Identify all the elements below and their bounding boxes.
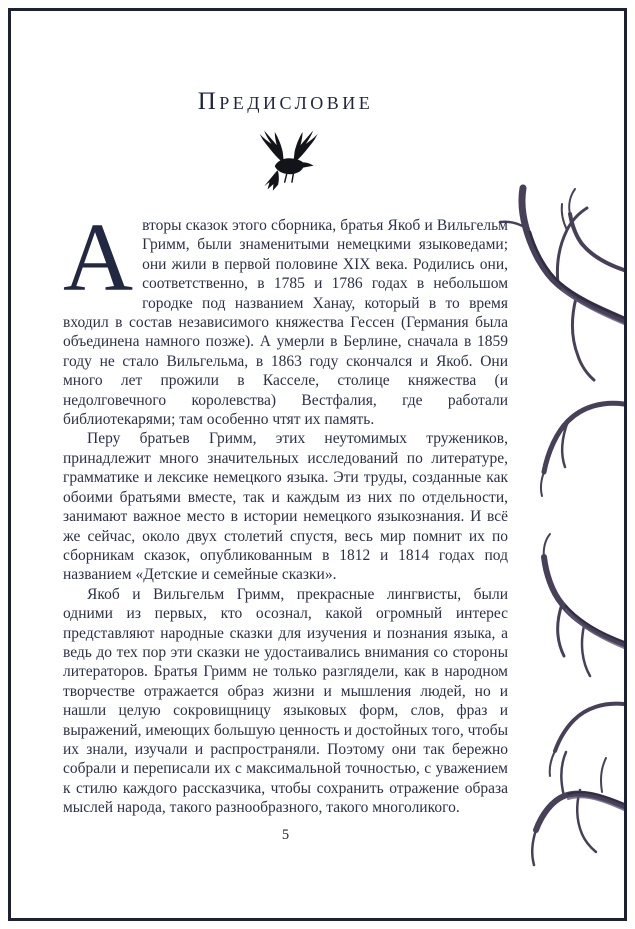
paragraph-1-text: вторы сказок этого сборника, братья Якоб и Вильгельм Гримм, были знаменитыми немецкими языковедами; они жили в первой половине XIX века. Родились они, соответственно, в 1785 и 1786 годах в небольшом городке под названием Ханау, который в то время входил в состав независимого княжества Гессен (Германия была объединена намного позже). А умерли в Берлине, сначала в 1859 году не стало Вильгельма, в 1863 году скончался и Якоб. Они много лет прожили в Касселе, столице княжества (и недолговечного королевства) Вестфалия, где работали библиотекарями; там особенно чтят их память. [63, 217, 508, 429]
tree-branches-illustration [492, 8, 624, 921]
paragraph-2: Перу братьев Гримм, этих неутомимых тружеников, принадлежит много значительных исследований по литературе, грамматике и лексике немецкого языка. Эти труды, созданные как обоими братьями вместе, так и каждым из них по отдельности, занимают важное место в истории немецкого языкознания. И всё же сейчас, около двух столетий спустя, весь мир помнит их по сборникам сказок, опубликованным в 1812 и 1814 годах под названием «Детские и семейные сказки». [63, 430, 508, 584]
paragraph-3: Якоб и Вильгельм Гримм, прекрасные лингвисты, были одними из первых, кто осознал, какой огромный интерес представляют народные сказки для изучения и познания языка, а ведь до тех пор эти сказки не удостаивались внимания со стороны литераторов. Братья Гримм не только разглядели, как в народном творчестве отражается образ жизни и мышления людей, но и нашли целую сокровищницу языковых форм, слов, фраз и выражений, имеющих большую ценность и достойных того, чтобы их знали, изучали и распространяли. Поэтому они так бережно собрали и переписали их с максимальной точностью, с уважением к стилю каждого рассказчика, чтобы сохранить отражение образа мыслей народа, такого разнообразного, такого многоликого. [63, 585, 508, 817]
branch-highlight-strokes [562, 290, 624, 810]
paragraph-1 [63, 204, 508, 429]
page-content [63, 0, 508, 844]
page-number: 5 [281, 826, 290, 843]
raven-illustration [236, 128, 336, 194]
raven-icon [236, 128, 336, 194]
raven-silhouette [259, 131, 317, 191]
text-block [63, 204, 508, 818]
page-title: Предисловие [197, 88, 374, 115]
drop-cap-letter: А [63, 204, 134, 311]
